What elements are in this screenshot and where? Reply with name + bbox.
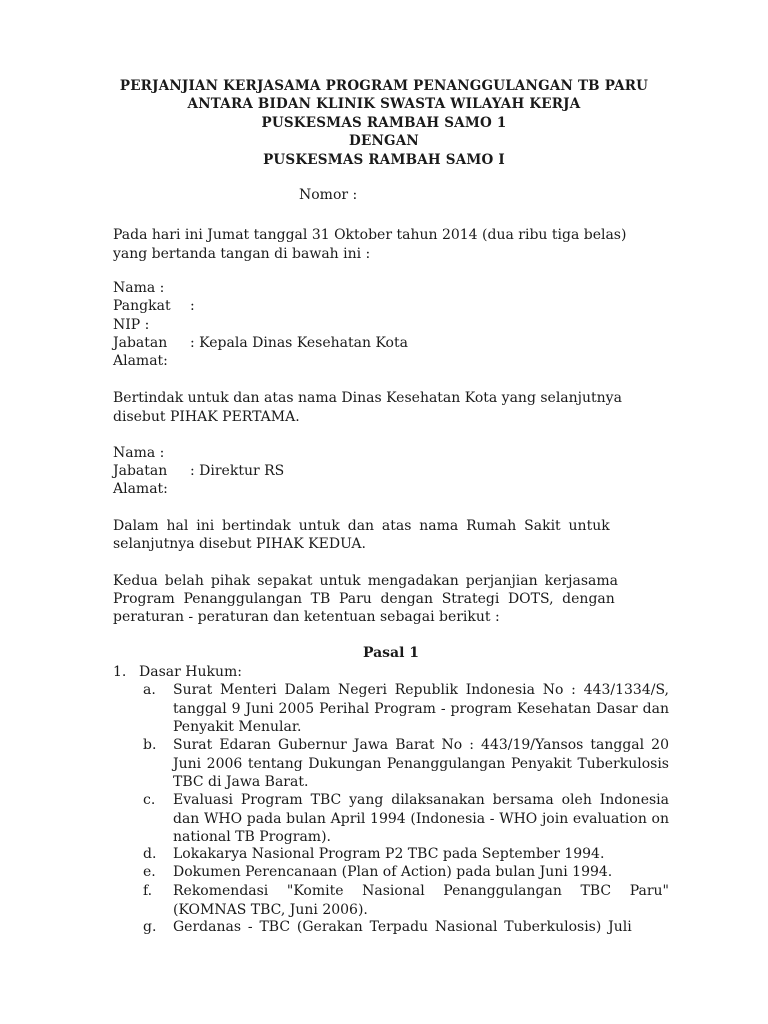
agreement-line-3: peraturan - peraturan dan ketentuan sebagai berikut : [113,609,500,625]
sub-item-text: Dokumen Perencanaan (Plan of Action) pada bulan Juni 1994. [173,864,613,880]
party1-alamat-field: Alamat: [113,353,168,369]
party1-pangkat-label: Pangkat [113,298,171,314]
sub-item-letter: c. [143,792,156,808]
party1-jabatan-label: Jabatan [113,335,168,351]
party1-jabatan-value: : Kepala Dinas Kesehatan Kota [190,335,408,351]
pasal-heading: Pasal 1 [362,645,420,661]
agreement-line-1: Kedua belah pihak sepakat untuk mengadakan perjanjian kerjasama [113,573,618,589]
agreement-line-2-wrap [113,590,669,609]
title-line-1: PERJANJIAN KERJASAMA PROGRAM PENANGGULANGAN TB PARU [119,78,649,94]
sub-item-letter: f. [143,883,153,899]
sub-item-letter: g. [143,919,157,935]
agreement-line-1-wrap [113,572,669,591]
party2-statement-cont [113,535,669,554]
party2-statement [113,517,669,536]
sub-item-text: Evaluasi Program TBC yang dilaksanakan bersama oleh Indonesia dan WHO pada bulan April 1994 (Indonesia - WHO join evaluation on national TB Program). [173,792,669,845]
opening-paragraph [113,226,669,263]
party1-nama-field: Nama : [113,280,165,296]
agreement-line-3-wrap [113,608,669,627]
party1-statement [113,389,669,426]
document-title [80,77,688,169]
party1-nip-field: NIP : [113,317,150,333]
opening-line-2: yang bertanda tangan di bawah ini : [113,245,371,262]
title-line-2: ANTARA BIDAN KLINIK SWASTA WILAYAH KERJA [187,96,581,113]
sub-item-letter: b. [143,737,157,753]
nomor-label: Nomor : [299,187,358,203]
opening-line-1: Pada hari ini Jumat tanggal 31 Oktober tahun 2014 (dua ribu tiga belas) [113,227,627,243]
party2-nama-field: Nama : [113,445,165,461]
party1-statement-line-2: disebut PIHAK PERTAMA. [113,408,300,425]
sub-item-text: Surat Edaran Gubernur Jawa Barat No : 443/19/Yansos tanggal 20 Juni 2006 tentang Dukungan Penanggulangan Penyakit Tuberkulosis TBC di Jawa Barat. [173,737,669,790]
title-line-4: DENGAN [349,133,419,150]
party2-jabatan-value: : Direktur RS [190,463,285,479]
item-label: Dasar Hukum: [139,664,242,680]
title-line-3: PUSKESMAS RAMBAH SAMO 1 [261,114,507,131]
sub-item-text: Lokakarya Nasional Program P2 TBC pada September 1994. [173,846,605,862]
party2-statement-line-1: Dalam hal ini bertindak untuk dan atas nama Rumah Sakit untuk [113,518,610,534]
sub-item-letter: d. [143,846,157,862]
agreement-line-2: Program Penanggulangan TB Paru dengan Strategi DOTS, dengan [113,591,615,607]
item-number: 1. [113,664,127,680]
party2-jabatan-label: Jabatan [113,463,168,479]
sub-item-text: Gerdanas - TBC (Gerakan Terpadu Nasional Tuberkulosis) Juli [173,919,632,935]
party1-pangkat-colon: : [190,298,195,314]
party1-statement-line-1: Bertindak untuk dan atas nama Dinas Kesehatan Kota yang selanjutnya [113,390,622,406]
party2-alamat-field: Alamat: [113,481,168,497]
sub-item-text: Rekomendasi "Komite Nasional Penanggulangan TBC Paru" (KOMNAS TBC, Juni 2006). [173,883,669,918]
title-line-5: PUSKESMAS RAMBAH SAMO I [263,151,505,168]
sub-item-letter: e. [143,864,156,880]
sub-item-text: Surat Menteri Dalam Negeri Republik Indonesia No : 443/1334/S, tanggal 9 Juni 2005 Perihal Program - program Kesehatan Dasar dan Penyakit Menular. [173,682,669,735]
sub-item-letter: a. [143,682,156,698]
party2-statement-line-2: selanjutnya disebut PIHAK KEDUA. [113,536,366,552]
